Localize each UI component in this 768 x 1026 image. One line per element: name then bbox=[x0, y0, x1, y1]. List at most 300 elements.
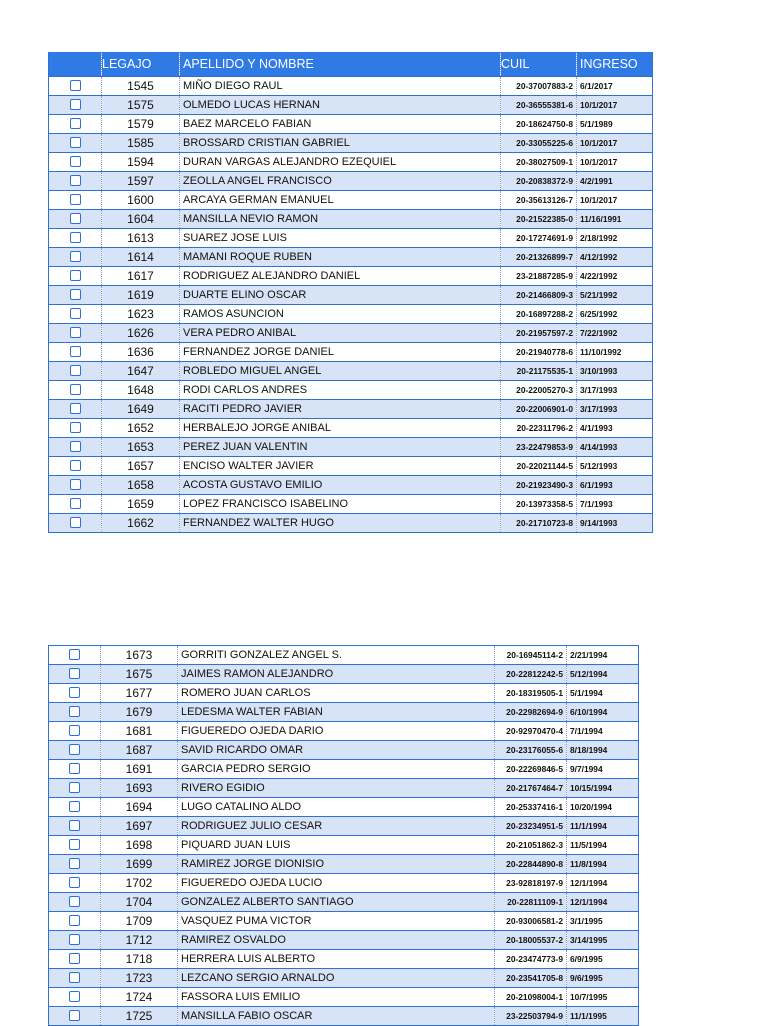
table-row bbox=[49, 400, 653, 419]
legajo-cell: 1723 bbox=[101, 969, 178, 988]
row-checkbox[interactable] bbox=[70, 422, 81, 433]
table-row bbox=[49, 817, 639, 836]
ingreso-cell: 12/1/1994 bbox=[567, 874, 639, 893]
ingreso-cell: 10/1/2017 bbox=[577, 191, 653, 210]
cuil-cell: 20-36555381-6 bbox=[501, 96, 577, 115]
row-checkbox[interactable] bbox=[69, 1010, 80, 1021]
row-checkbox-cell bbox=[49, 324, 102, 343]
nombre-cell: RAMOS ASUNCION bbox=[180, 305, 501, 324]
row-checkbox-cell bbox=[49, 362, 102, 381]
ingreso-cell: 11/5/1994 bbox=[567, 836, 639, 855]
nombre-cell: RACITI PEDRO JAVIER bbox=[180, 400, 501, 419]
cuil-cell: 20-21522385-0 bbox=[501, 210, 577, 229]
legajo-cell: 1691 bbox=[101, 760, 178, 779]
legajo-cell: 1594 bbox=[102, 153, 180, 172]
row-checkbox-cell bbox=[49, 286, 102, 305]
row-checkbox-cell bbox=[49, 343, 102, 362]
table-row bbox=[49, 836, 639, 855]
table-row bbox=[49, 476, 653, 495]
legajo-cell: 1653 bbox=[102, 438, 180, 457]
table-row bbox=[49, 305, 653, 324]
row-checkbox-cell bbox=[49, 1007, 101, 1026]
table-row bbox=[49, 153, 653, 172]
ingreso-cell: 11/10/1992 bbox=[577, 343, 653, 362]
row-checkbox-cell bbox=[49, 134, 102, 153]
row-checkbox-cell bbox=[49, 665, 101, 684]
nombre-cell: VASQUEZ PUMA VICTOR bbox=[178, 912, 495, 931]
nombre-cell: RAMIREZ OSVALDO bbox=[178, 931, 495, 950]
nombre-cell: FIGUEREDO OJEDA LUCIO bbox=[178, 874, 495, 893]
nombre-cell: SUAREZ JOSE LUIS bbox=[180, 229, 501, 248]
table-row bbox=[49, 267, 653, 286]
nombre-cell: MIÑO DIEGO RAUL bbox=[180, 77, 501, 96]
nombre-cell: PEREZ JUAN VALENTIN bbox=[180, 438, 501, 457]
ingreso-cell: 4/2/1991 bbox=[577, 172, 653, 191]
nombre-cell: LUGO CATALINO ALDO bbox=[178, 798, 495, 817]
ingreso-cell: 7/1/1994 bbox=[567, 722, 639, 741]
nombre-cell: DURAN VARGAS ALEJANDRO EZEQUIEL bbox=[180, 153, 501, 172]
cuil-cell: 23-22503794-9 bbox=[495, 1007, 567, 1026]
row-checkbox-cell bbox=[49, 703, 101, 722]
ingreso-cell: 12/1/1994 bbox=[567, 893, 639, 912]
row-checkbox-cell bbox=[49, 476, 102, 495]
cuil-cell: 20-21957597-2 bbox=[501, 324, 577, 343]
cuil-cell: 20-18005537-2 bbox=[495, 931, 567, 950]
cuil-cell: 20-33055225-6 bbox=[501, 134, 577, 153]
nombre-cell: JAIMES RAMON ALEJANDRO bbox=[178, 665, 495, 684]
table-row bbox=[49, 760, 639, 779]
nombre-cell: VERA PEDRO ANIBAL bbox=[180, 324, 501, 343]
ingreso-cell: 4/14/1993 bbox=[577, 438, 653, 457]
ingreso-cell: 2/18/1992 bbox=[577, 229, 653, 248]
ingreso-cell: 4/1/1993 bbox=[577, 419, 653, 438]
cuil-cell: 20-20838372-9 bbox=[501, 172, 577, 191]
table-row bbox=[49, 77, 653, 96]
table-row bbox=[49, 950, 639, 969]
ingreso-cell: 11/1/1995 bbox=[567, 1007, 639, 1026]
nombre-cell: LOPEZ FRANCISCO ISABELINO bbox=[180, 495, 501, 514]
cuil-cell: 20-13973358-5 bbox=[501, 495, 577, 514]
ingreso-cell: 5/21/1992 bbox=[577, 286, 653, 305]
table-row bbox=[49, 96, 653, 115]
table-row bbox=[49, 248, 653, 267]
legajo-cell: 1585 bbox=[102, 134, 180, 153]
ingreso-cell: 3/14/1995 bbox=[567, 931, 639, 950]
legajo-cell: 1675 bbox=[101, 665, 178, 684]
row-checkbox[interactable] bbox=[70, 99, 81, 110]
table-row bbox=[49, 912, 639, 931]
table-row bbox=[49, 457, 653, 476]
table-row bbox=[49, 741, 639, 760]
row-checkbox-cell bbox=[49, 988, 101, 1007]
row-checkbox[interactable] bbox=[70, 403, 81, 414]
row-checkbox[interactable] bbox=[69, 763, 80, 774]
row-checkbox[interactable] bbox=[70, 175, 81, 186]
cuil-cell: 20-23176055-6 bbox=[495, 741, 567, 760]
legajo-cell: 1575 bbox=[102, 96, 180, 115]
cuil-cell: 20-23234951-5 bbox=[495, 817, 567, 836]
table-row bbox=[49, 1007, 639, 1026]
header-nombre: APELLIDO Y NOMBRE bbox=[180, 52, 501, 77]
ingreso-cell: 4/22/1992 bbox=[577, 267, 653, 286]
table-row bbox=[49, 703, 639, 722]
nombre-cell: ACOSTA GUSTAVO EMILIO bbox=[180, 476, 501, 495]
nombre-cell: ROMERO JUAN CARLOS bbox=[178, 684, 495, 703]
row-checkbox[interactable] bbox=[69, 820, 80, 831]
employee-table-1 bbox=[48, 52, 653, 533]
ingreso-cell: 9/6/1995 bbox=[567, 969, 639, 988]
row-checkbox[interactable] bbox=[69, 896, 80, 907]
row-checkbox[interactable] bbox=[70, 80, 81, 91]
table-row bbox=[49, 210, 653, 229]
legajo-cell: 1718 bbox=[101, 950, 178, 969]
ingreso-cell: 10/1/2017 bbox=[577, 153, 653, 172]
row-checkbox[interactable] bbox=[69, 839, 80, 850]
cuil-cell: 20-22812242-5 bbox=[495, 665, 567, 684]
legajo-cell: 1657 bbox=[102, 457, 180, 476]
row-checkbox-cell bbox=[49, 817, 101, 836]
table-row bbox=[49, 438, 653, 457]
nombre-cell: FIGUEREDO OJEDA DARIO bbox=[178, 722, 495, 741]
header-ingreso: INGRESO bbox=[577, 52, 653, 77]
table-row bbox=[49, 779, 639, 798]
cuil-cell: 20-23474773-9 bbox=[495, 950, 567, 969]
cuil-cell: 20-16945114-2 bbox=[495, 646, 567, 665]
table-header-row bbox=[49, 52, 653, 77]
nombre-cell: HERRERA LUIS ALBERTO bbox=[178, 950, 495, 969]
cuil-cell: 20-21098004-1 bbox=[495, 988, 567, 1007]
table-row bbox=[49, 324, 653, 343]
nombre-cell: ZEOLLA ANGEL FRANCISCO bbox=[180, 172, 501, 191]
table-row bbox=[49, 229, 653, 248]
cuil-cell: 20-16897288-2 bbox=[501, 305, 577, 324]
nombre-cell: PIQUARD JUAN LUIS bbox=[178, 836, 495, 855]
header-checkbox-col bbox=[49, 52, 102, 77]
row-checkbox[interactable] bbox=[70, 327, 81, 338]
cuil-cell: 20-18319505-1 bbox=[495, 684, 567, 703]
row-checkbox-cell bbox=[49, 172, 102, 191]
legajo-cell: 1545 bbox=[102, 77, 180, 96]
ingreso-cell: 11/8/1994 bbox=[567, 855, 639, 874]
ingreso-cell: 6/1/2017 bbox=[577, 77, 653, 96]
nombre-cell: ENCISO WALTER JAVIER bbox=[180, 457, 501, 476]
row-checkbox-cell bbox=[49, 248, 102, 267]
row-checkbox-cell bbox=[49, 931, 101, 950]
ingreso-cell: 6/25/1992 bbox=[577, 305, 653, 324]
row-checkbox[interactable] bbox=[69, 706, 80, 717]
row-checkbox-cell bbox=[49, 96, 102, 115]
table-row bbox=[49, 988, 639, 1007]
cuil-cell: 20-25337416-1 bbox=[495, 798, 567, 817]
row-checkbox[interactable] bbox=[69, 858, 80, 869]
row-checkbox[interactable] bbox=[70, 365, 81, 376]
table-row bbox=[49, 514, 653, 533]
ingreso-cell: 5/12/1993 bbox=[577, 457, 653, 476]
legajo-cell: 1697 bbox=[101, 817, 178, 836]
cuil-cell: 20-22021144-5 bbox=[501, 457, 577, 476]
nombre-cell: GARCIA PEDRO SERGIO bbox=[178, 760, 495, 779]
cuil-cell: 20-21710723-8 bbox=[501, 514, 577, 533]
nombre-cell: RIVERO EGIDIO bbox=[178, 779, 495, 798]
ingreso-cell: 11/16/1991 bbox=[577, 210, 653, 229]
cuil-cell: 20-21940778-6 bbox=[501, 343, 577, 362]
ingreso-cell: 9/7/1994 bbox=[567, 760, 639, 779]
table-row bbox=[49, 172, 653, 191]
nombre-cell: SAVID RICARDO OMAR bbox=[178, 741, 495, 760]
row-checkbox[interactable] bbox=[70, 251, 81, 262]
row-checkbox[interactable] bbox=[69, 725, 80, 736]
nombre-cell: MAMANI ROQUE RUBEN bbox=[180, 248, 501, 267]
legajo-cell: 1694 bbox=[101, 798, 178, 817]
legajo-cell: 1652 bbox=[102, 419, 180, 438]
legajo-cell: 1613 bbox=[102, 229, 180, 248]
legajo-cell: 1725 bbox=[101, 1007, 178, 1026]
ingreso-cell: 7/22/1992 bbox=[577, 324, 653, 343]
ingreso-cell: 10/15/1994 bbox=[567, 779, 639, 798]
nombre-cell: RODRIGUEZ JULIO CESAR bbox=[178, 817, 495, 836]
row-checkbox[interactable] bbox=[69, 744, 80, 755]
cuil-cell: 20-21466809-3 bbox=[501, 286, 577, 305]
cuil-cell: 20-21923490-3 bbox=[501, 476, 577, 495]
legajo-cell: 1600 bbox=[102, 191, 180, 210]
cuil-cell: 20-38027509-1 bbox=[501, 153, 577, 172]
row-checkbox[interactable] bbox=[70, 517, 81, 528]
table-row bbox=[49, 684, 639, 703]
ingreso-cell: 5/1/1994 bbox=[567, 684, 639, 703]
row-checkbox-cell bbox=[49, 438, 102, 457]
cuil-cell: 20-21051862-3 bbox=[495, 836, 567, 855]
cuil-cell: 20-93006581-2 bbox=[495, 912, 567, 931]
cuil-cell: 20-22982694-9 bbox=[495, 703, 567, 722]
ingreso-cell: 3/17/1993 bbox=[577, 400, 653, 419]
row-checkbox[interactable] bbox=[70, 460, 81, 471]
row-checkbox-cell bbox=[49, 646, 101, 665]
row-checkbox[interactable] bbox=[69, 877, 80, 888]
table-row bbox=[49, 343, 653, 362]
nombre-cell: ARCAYA GERMAN EMANUEL bbox=[180, 191, 501, 210]
nombre-cell: HERBALEJO JORGE ANIBAL bbox=[180, 419, 501, 438]
row-checkbox-cell bbox=[49, 722, 101, 741]
legajo-cell: 1712 bbox=[101, 931, 178, 950]
nombre-cell: DUARTE ELINO OSCAR bbox=[180, 286, 501, 305]
row-checkbox[interactable] bbox=[69, 687, 80, 698]
row-checkbox[interactable] bbox=[70, 156, 81, 167]
legajo-cell: 1709 bbox=[101, 912, 178, 931]
legajo-cell: 1604 bbox=[102, 210, 180, 229]
row-checkbox-cell bbox=[49, 191, 102, 210]
row-checkbox[interactable] bbox=[70, 137, 81, 148]
ingreso-cell: 10/20/1994 bbox=[567, 798, 639, 817]
row-checkbox[interactable] bbox=[70, 384, 81, 395]
legajo-cell: 1698 bbox=[101, 836, 178, 855]
row-checkbox[interactable] bbox=[70, 194, 81, 205]
row-checkbox-cell bbox=[49, 760, 101, 779]
row-checkbox[interactable] bbox=[69, 972, 80, 983]
row-checkbox-cell bbox=[49, 381, 102, 400]
cuil-cell: 20-21767464-7 bbox=[495, 779, 567, 798]
table-row bbox=[49, 969, 639, 988]
row-checkbox-cell bbox=[49, 798, 101, 817]
legajo-cell: 1699 bbox=[101, 855, 178, 874]
nombre-cell: BROSSARD CRISTIAN GABRIEL bbox=[180, 134, 501, 153]
ingreso-cell: 4/12/1992 bbox=[577, 248, 653, 267]
row-checkbox[interactable] bbox=[69, 668, 80, 679]
ingreso-cell: 3/10/1993 bbox=[577, 362, 653, 381]
cuil-cell: 20-22811109-1 bbox=[495, 893, 567, 912]
row-checkbox-cell bbox=[49, 210, 102, 229]
ingreso-cell: 6/9/1995 bbox=[567, 950, 639, 969]
table-row bbox=[49, 931, 639, 950]
table-row bbox=[49, 495, 653, 514]
row-checkbox-cell bbox=[49, 457, 102, 476]
nombre-cell: LEZCANO SERGIO ARNALDO bbox=[178, 969, 495, 988]
table-row bbox=[49, 115, 653, 134]
header-legajo: LEGAJO bbox=[102, 52, 180, 77]
legajo-cell: 1649 bbox=[102, 400, 180, 419]
row-checkbox[interactable] bbox=[70, 270, 81, 281]
row-checkbox[interactable] bbox=[70, 232, 81, 243]
table-row bbox=[49, 855, 639, 874]
row-checkbox-cell bbox=[49, 779, 101, 798]
legajo-cell: 1597 bbox=[102, 172, 180, 191]
nombre-cell: FASSORA LUIS EMILIO bbox=[178, 988, 495, 1007]
row-checkbox[interactable] bbox=[70, 213, 81, 224]
ingreso-cell: 2/21/1994 bbox=[567, 646, 639, 665]
cuil-cell: 20-17274691-9 bbox=[501, 229, 577, 248]
table-row bbox=[49, 191, 653, 210]
table-row bbox=[49, 134, 653, 153]
row-checkbox[interactable] bbox=[69, 991, 80, 1002]
table-row bbox=[49, 646, 639, 665]
legajo-cell: 1677 bbox=[101, 684, 178, 703]
row-checkbox[interactable] bbox=[69, 915, 80, 926]
nombre-cell: LEDESMA WALTER FABIAN bbox=[178, 703, 495, 722]
cuil-cell: 20-21175535-1 bbox=[501, 362, 577, 381]
legajo-cell: 1679 bbox=[101, 703, 178, 722]
cuil-cell: 20-21326899-7 bbox=[501, 248, 577, 267]
table-row bbox=[49, 286, 653, 305]
row-checkbox[interactable] bbox=[70, 308, 81, 319]
legajo-cell: 1658 bbox=[102, 476, 180, 495]
row-checkbox-cell bbox=[49, 419, 102, 438]
row-checkbox-cell bbox=[49, 912, 101, 931]
table-row bbox=[49, 419, 653, 438]
ingreso-cell: 8/18/1994 bbox=[567, 741, 639, 760]
nombre-cell: ROBLEDO MIGUEL ANGEL bbox=[180, 362, 501, 381]
cuil-cell: 20-22844890-8 bbox=[495, 855, 567, 874]
legajo-cell: 1673 bbox=[101, 646, 178, 665]
legajo-cell: 1681 bbox=[101, 722, 178, 741]
legajo-cell: 1614 bbox=[102, 248, 180, 267]
table-row bbox=[49, 722, 639, 741]
nombre-cell: GONZALEZ ALBERTO SANTIAGO bbox=[178, 893, 495, 912]
ingreso-cell: 10/1/2017 bbox=[577, 96, 653, 115]
row-checkbox[interactable] bbox=[69, 953, 80, 964]
ingreso-cell: 10/1/2017 bbox=[577, 134, 653, 153]
legajo-cell: 1636 bbox=[102, 343, 180, 362]
row-checkbox-cell bbox=[49, 305, 102, 324]
row-checkbox-cell bbox=[49, 684, 101, 703]
row-checkbox[interactable] bbox=[70, 118, 81, 129]
row-checkbox-cell bbox=[49, 495, 102, 514]
cuil-cell: 20-35613126-7 bbox=[501, 191, 577, 210]
cuil-cell: 20-22269846-5 bbox=[495, 760, 567, 779]
row-checkbox-cell bbox=[49, 969, 101, 988]
nombre-cell: GORRITI GONZALEZ ANGEL S. bbox=[178, 646, 495, 665]
nombre-cell: MANSILLA FABIO OSCAR bbox=[178, 1007, 495, 1026]
row-checkbox-cell bbox=[49, 950, 101, 969]
employee-table-2 bbox=[48, 645, 639, 1026]
row-checkbox[interactable] bbox=[69, 782, 80, 793]
cuil-cell: 20-23541705-8 bbox=[495, 969, 567, 988]
ingreso-cell: 3/1/1995 bbox=[567, 912, 639, 931]
ingreso-cell: 11/1/1994 bbox=[567, 817, 639, 836]
table-row bbox=[49, 381, 653, 400]
row-checkbox-cell bbox=[49, 893, 101, 912]
legajo-cell: 1623 bbox=[102, 305, 180, 324]
nombre-cell: MANSILLA NEVIO RAMON bbox=[180, 210, 501, 229]
row-checkbox-cell bbox=[49, 836, 101, 855]
cuil-cell: 20-22006901-0 bbox=[501, 400, 577, 419]
cuil-cell: 20-37007883-2 bbox=[501, 77, 577, 96]
row-checkbox-cell bbox=[49, 400, 102, 419]
row-checkbox-cell bbox=[49, 267, 102, 286]
row-checkbox-cell bbox=[49, 874, 101, 893]
legajo-cell: 1647 bbox=[102, 362, 180, 381]
row-checkbox[interactable] bbox=[69, 934, 80, 945]
header-cuil: CUIL bbox=[501, 52, 577, 77]
cuil-cell: 23-21887285-9 bbox=[501, 267, 577, 286]
legajo-cell: 1724 bbox=[101, 988, 178, 1007]
table-row bbox=[49, 665, 639, 684]
legajo-cell: 1579 bbox=[102, 115, 180, 134]
legajo-cell: 1619 bbox=[102, 286, 180, 305]
nombre-cell: OLMEDO LUCAS HERNAN bbox=[180, 96, 501, 115]
row-checkbox-cell bbox=[49, 514, 102, 533]
row-checkbox[interactable] bbox=[69, 801, 80, 812]
cuil-cell: 20-92970470-4 bbox=[495, 722, 567, 741]
cuil-cell: 20-22311796-2 bbox=[501, 419, 577, 438]
row-checkbox[interactable] bbox=[70, 479, 81, 490]
table-row bbox=[49, 798, 639, 817]
table-row bbox=[49, 893, 639, 912]
cuil-cell: 23-92818197-9 bbox=[495, 874, 567, 893]
nombre-cell: FERNANDEZ WALTER HUGO bbox=[180, 514, 501, 533]
legajo-cell: 1662 bbox=[102, 514, 180, 533]
ingreso-cell: 6/10/1994 bbox=[567, 703, 639, 722]
row-checkbox-cell bbox=[49, 741, 101, 760]
row-checkbox-cell bbox=[49, 229, 102, 248]
ingreso-cell: 5/12/1994 bbox=[567, 665, 639, 684]
row-checkbox-cell bbox=[49, 115, 102, 134]
nombre-cell: BAEZ MARCELO FABIAN bbox=[180, 115, 501, 134]
legajo-cell: 1659 bbox=[102, 495, 180, 514]
ingreso-cell: 7/1/1993 bbox=[577, 495, 653, 514]
ingreso-cell: 5/1/1989 bbox=[577, 115, 653, 134]
legajo-cell: 1617 bbox=[102, 267, 180, 286]
row-checkbox[interactable] bbox=[70, 441, 81, 452]
row-checkbox[interactable] bbox=[70, 498, 81, 509]
row-checkbox[interactable] bbox=[70, 289, 81, 300]
row-checkbox-cell bbox=[49, 153, 102, 172]
nombre-cell: RAMIREZ JORGE DIONISIO bbox=[178, 855, 495, 874]
ingreso-cell: 9/14/1993 bbox=[577, 514, 653, 533]
row-checkbox[interactable] bbox=[70, 346, 81, 357]
row-checkbox[interactable] bbox=[69, 649, 80, 660]
nombre-cell: RODRIGUEZ ALEJANDRO DANIEL bbox=[180, 267, 501, 286]
legajo-cell: 1626 bbox=[102, 324, 180, 343]
table-row bbox=[49, 874, 639, 893]
